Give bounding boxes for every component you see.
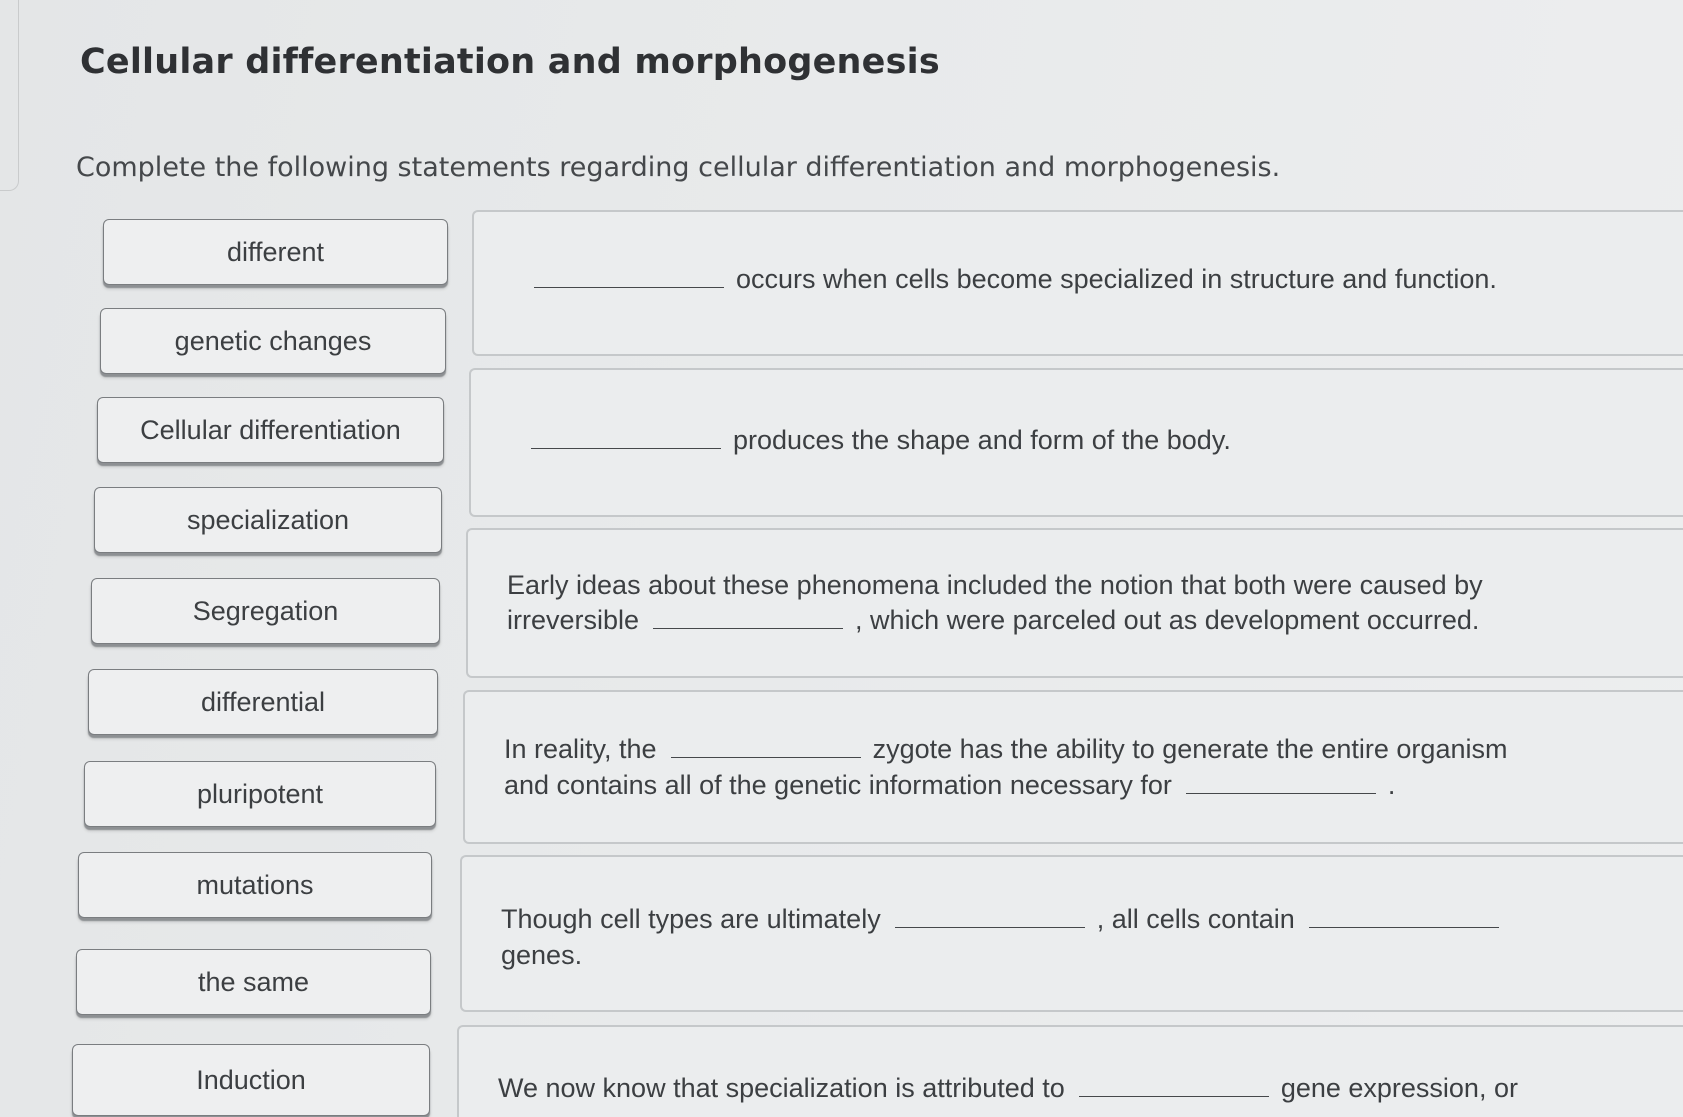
word-chip-specialization[interactable]: specialization (94, 487, 442, 553)
answer-blank-2[interactable] (531, 426, 721, 449)
word-chip-the-same[interactable]: the same (76, 949, 431, 1015)
statement-box-1 (472, 210, 1683, 356)
page-title: Cellular differentiation and morphogenesis (80, 42, 940, 82)
statement-5-line-2: genes. (501, 940, 583, 970)
answer-blank-4[interactable] (671, 735, 861, 758)
statement-box-3 (466, 528, 1683, 678)
instructions-text: Complete the following statements regarding cellular differentiation and morphogenesis. (76, 152, 1281, 183)
answer-blank-1[interactable] (534, 265, 724, 288)
statement-4-line2-before: and contains all of the genetic information necessary for (504, 770, 1172, 800)
word-chip-differential[interactable]: differential (88, 669, 438, 735)
statement-3-line-2 (507, 603, 1479, 638)
side-panel-edge (0, 0, 19, 191)
statement-2-after: produces the shape and form of the body. (733, 425, 1231, 455)
statement-1-after: occurs when cells become specialized in structure and function. (736, 264, 1497, 294)
statement-2-text (517, 423, 1231, 458)
statement-box-5 (460, 855, 1683, 1012)
statement-6-line-1 (498, 1071, 1518, 1106)
word-chip-induction[interactable]: Induction (72, 1044, 430, 1116)
statement-1-text (520, 262, 1497, 297)
answer-blank-3[interactable] (653, 606, 843, 629)
word-chip-genetic-changes[interactable]: genetic changes (100, 308, 446, 374)
statement-3-after: , which were parceled out as development occurred. (855, 605, 1480, 635)
answer-blank-7[interactable] (1309, 905, 1499, 928)
statement-5-before: Though cell types are ultimately (501, 904, 881, 934)
statement-4-before: In reality, the (504, 734, 657, 764)
word-chip-mutations[interactable]: mutations (78, 852, 432, 918)
statement-6-before: We now know that specialization is attributed to (498, 1073, 1065, 1103)
statement-3-line-1: Early ideas about these phenomena included the notion that both were caused by (507, 570, 1483, 600)
answer-blank-5[interactable] (1186, 771, 1376, 794)
word-chip-pluripotent[interactable]: pluripotent (84, 761, 436, 827)
statement-6-after: gene expression, or (1280, 1073, 1518, 1103)
statement-box-2 (469, 368, 1683, 517)
statement-4-mid: zygote has the ability to generate the entire organism (872, 734, 1508, 764)
word-chip-segregation[interactable]: Segregation (91, 578, 440, 644)
statement-box-4 (463, 690, 1683, 844)
answer-blank-6[interactable] (895, 905, 1085, 928)
answer-blank-8[interactable] (1079, 1074, 1269, 1097)
statement-5-mid: , all cells contain (1096, 904, 1295, 934)
statement-4-after: . (1387, 770, 1396, 800)
statement-5-line-1 (501, 902, 1511, 937)
word-chip-different[interactable]: different (103, 219, 448, 285)
statement-4-line-2 (504, 768, 1395, 803)
word-chip-cellular-differentiation[interactable]: Cellular differentiation (97, 397, 444, 463)
statement-box-6 (457, 1025, 1683, 1117)
statement-4-line-1 (504, 732, 1507, 767)
statement-3-before: irreversible (507, 605, 640, 635)
